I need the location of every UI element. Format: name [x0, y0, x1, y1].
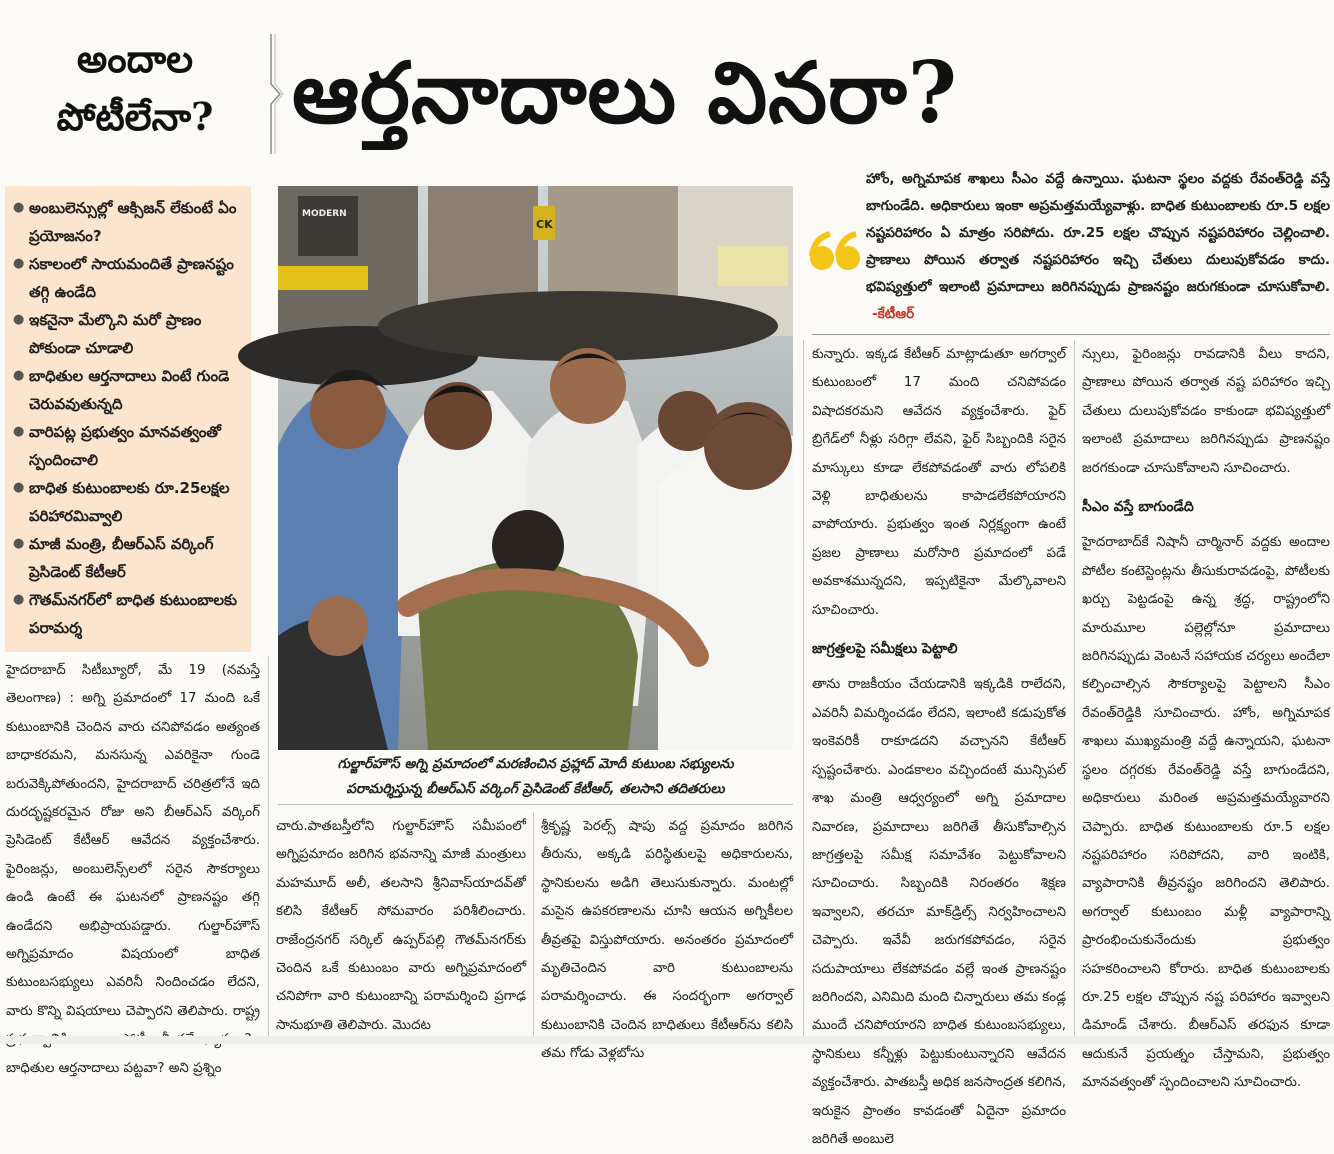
- article-paragraph: తాను రాజకీయం చేయడానికి ఇక్కడికి రాలేదని, ఎవరినీ విమర్శించడం లేదని, ఇలాంటి కడుపుకోత ఇంకెవరికీ రాకూడదని వచ్చానని కేటీఆర్ స్పష్టంచేశారు. ఎండకాలం వచ్చిందంటే మున్సిపల్ శాఖ మంత్రి ఆధ్వర్యంలో అగ్ని ప్రమాదాల నివారణ, ప్రమాదాలు జరిగితే తీసుకోవాల్సిన జాగ్రత్తలపై సమీక్ష సమావేశం పెట్టుకోవాలని సూచించారు. సిబ్బందికి నిరంతరం శిక్షణ ఇవ్వాలని, తరచూ మాక్‌డ్రిల్స్ నిర్వహించాలని చెప్పారు. ఇవేవీ జరుగకపోవడం, సరైన సదుపాయాలు లేకపోవడం వల్లే ఇంత ప్రాణనష్టం జరిగిందని, ఎనిమిది మంది చిన్నారులు తమ కండ్ల ముందే చనిపోయారని బాధిత కుటుంబసభ్యులు, స్థానికులు కన్నీళ్లు పెట్టుకుంటున్నారని ఆవేదన వ్యక్తంచేశారు. పాతబస్తీ అధిక జనసాంద్రత కలిగిన, ఇరుకైన ప్రాంతం కావడంతో ఏదైనా ప్రమాదం జరిగితే అంబులె: [812, 677, 1066, 1147]
- article-column-1: [6, 657, 260, 1076]
- bullet-icon: ●: [13, 312, 25, 327]
- bullet-icon: ●: [13, 536, 25, 551]
- caption-line-1: గుల్జార్‌హౌస్ అగ్ని ప్రమాదంలో మరణించిన ప్రహ్లాద్ మోదీ కుటుంబ సభ్యులను: [337, 756, 734, 772]
- bullet-icon: ●: [13, 424, 25, 439]
- highlight-item: ● వారిపట్ల ప్రభుత్వం మానవత్వంతో స్పందించాలి: [13, 418, 247, 474]
- subheading: సీఎం వస్తే బాగుండేది: [1082, 499, 1194, 516]
- highlight-item: ● బాధిత కుటుంబాలకు రూ.25లక్షల పరిహారమివ్వాలి: [13, 474, 247, 530]
- quote-mark-icon: [806, 230, 866, 280]
- article-paragraph: శ్రీకృష్ణ పెరల్స్ షాపు వద్ద ప్రమాదం జరిగిన తీరును, అక్కడి పరిస్థితులపై అధికారులను, స్థానికులను అడిగి తెలుసుకున్నారు. మంటల్లో మసైన ఉపకరణాలను చూసి ఆయన అగ్నికీలల తీవ్రతపై విస్తుపోయారు. అనంతరం ప్రమాదంలో మృతిచెందిన వారి కుటుంబాలను పరామర్శించారు. ఈ సందర్భంగా అగర్వాల్ కుటుంబానికి చెందిన బాధితులు కేటీఆర్‌ను కలిసి తమ గోడు వెళ్లబోసు: [541, 819, 793, 1062]
- sign-text: MODERN: [302, 209, 347, 219]
- bullet-icon: ●: [13, 256, 25, 271]
- caption-line-2: పరామర్శిస్తున్న బీఆర్ఎస్ వర్కింగ్ ప్రెసిడెంట్ కేటీఆర్, తలసాని తదితరులు: [346, 781, 725, 797]
- divider: [268, 656, 269, 1036]
- bullet-icon: ●: [13, 368, 25, 383]
- article-paragraph: కున్నారు. ఇక్కడ కేటీఆర్ మాట్లాడుతూ అగర్వాల్ కుటుంబంలో 17 మంది చనిపోవడం విషాదకరమని ఆవేదన వ్యక్తంచేశారు. ఫైర్ బ్రిగేడ్‌లో నీళ్లు సరిగ్గా లేవని, ఫైర్ సిబ్బందికి సరైన మాస్కులు కూడా లేకపోవడంతో వారు లోపలికి వెళ్లి బాధితులను కాపాడలేకపోయారని వాపోయారు. ప్రభుత్వం ఇంత నిర్లక్ష్యంగా ఉంటే ప్రజల ప్రాణాలు మరోసారి ప్రమాదంలో పడే అవకాశమున్నదని, ఇప్పటికైనా మేల్కొవాలని సూచించారు.: [812, 347, 1066, 618]
- pull-quote-text: హోం, అగ్నిమాపక శాఖలు సీఎం వద్దే ఉన్నాయి. ఘటనా స్థలం వద్దకు రేవంత్‌రెడ్డి వస్తే బాగుండేది. అధికారులు ఇంకా అప్రమత్తమయ్యేవాళ్లు. బాధిత కుటుంబాలకు రూ.5 లక్షల నష్టపరిహారం ఏ మాత్రం సరిపోదు. రూ.25 లక్షల చొప్పున నష్టపరిహారం చెల్లించాలి. ప్రాణాలు పోయిన తర్వాత నష్టపరిహారం ఇచ్చి చేతులు దులుపుకోవడం కాదు. భవిష్యత్తులో ఇలాంటి ప్రమాదాలు జరిగినప్పుడు ప్రాణనష్టం జరుగకుండా చూసుకోవాలి.: [866, 171, 1330, 295]
- article-column-2: [276, 813, 526, 1037]
- article-paragraph: హైదరాబాద్ సిటీబ్యూరో, మే 19 (నమస్తే తెలంగాణ) : అగ్ని ప్రమాదంలో 17 మంది ఒకే కుటుంబానికి చెందిన వారు చనిపోవడం అత్యంత బాధాకరమని, మనసున్న ఎవరికైనా గుండె బరువెక్కిపోతుందని, హైదరాబాద్ చరిత్రలోనే ఇది దురదృష్టకరమైన రోజు అని బీఆర్ఎస్ వర్కింగ్ ప్రెసిడెంట్ కేటీఆర్ ఆవేదన వ్యక్తంచేశారు. ఫైరింజన్లు, అంబులెన్స్‌లలో సరైన సౌకర్యాలు ఉండి ఉంటే ఈ ఘటనలో ప్రాణనష్టం తగ్గి ఉండేదని అభిప్రాయపడ్డారు. గుల్జార్‌హౌస్ అగ్నిప్రమాదం విషయంలో బాధిత కుటుంబసభ్యులు ఎవరినీ నిందించడం లేదని, వారు కొన్ని విషయాలు చెప్పారని తెలిపారు. రాష్ట్ర బాధితుల ఆర్తనాదాలు పట్టవా? అని ప్రశ్నిం: [6, 663, 260, 1076]
- highlight-item: ● ఇకనైనా మేల్కొని మరో ప్రాణం పోకుండా చూడాలి: [13, 306, 247, 362]
- subheading: జాగ్రత్తలపై సమీక్షలు పెట్టాలి: [812, 641, 958, 658]
- page-bottom-strip: [0, 1036, 1334, 1044]
- highlight-item: ● మాజీ మంత్రి, బీఆర్ఎస్ వర్కింగ్ ప్రెసిడెంట్ కేటీఆర్: [13, 530, 247, 586]
- pull-quote-attribution: -కేటీఆర్: [872, 306, 915, 322]
- highlight-item: ● అంబులెన్సుల్లో ఆక్సిజన్ లేకుంటే ఏం ప్రయోజనం?: [13, 194, 247, 250]
- kicker-line-1: అందాల: [76, 36, 194, 81]
- article-paragraph: న్సులు, ఫైరింజన్లు రావడానికి వీలు కాదని, ప్రాణాలు పోయిన తర్వాత నష్ట పరిహారం ఇచ్చి చేతులు దులుపుకోవడం కాకుండా భవిష్యత్తులో ఇలాంటి ప్రమాదాలు జరిగినప్పుడు ప్రాణనష్టం జరగకుండా చూసుకోవాలని సూచించారు.: [1082, 347, 1330, 476]
- pull-quote: [866, 166, 1330, 326]
- kicker-line-2: పోటీలేనా?: [56, 94, 214, 139]
- bullet-icon: ●: [13, 480, 25, 495]
- highlight-item: ● బాధితుల ఆర్తనాదాలు వింటే గుండె చెరువవుతున్నది: [13, 362, 247, 418]
- divider: [812, 334, 1330, 335]
- photo-caption: [278, 752, 793, 805]
- divider: [803, 340, 804, 1036]
- crowd-photo-icon: [278, 186, 793, 750]
- article-column-3: [541, 813, 793, 1062]
- divider: [1074, 340, 1075, 1036]
- kicker-divider-icon: [268, 34, 284, 154]
- news-photo: [278, 186, 793, 750]
- sign-text: CK: [536, 218, 553, 231]
- divider: [533, 812, 534, 1036]
- highlight-item: ● గౌతమ్‌నగర్‌లో బాధిత కుటుంబాలకు పరామర్శ: [13, 586, 247, 642]
- article-column-4: [812, 341, 1066, 1147]
- kicker: [4, 30, 266, 160]
- highlight-item: ● సకాలంలో సాయమందితే ప్రాణనష్టం తగ్గి ఉండేది: [13, 250, 247, 306]
- bullet-icon: ●: [13, 592, 25, 607]
- article-paragraph: హైదరాబాద్‌కే నిషానీ చార్మినార్ వద్దకు అందాల పోటీల కంటెస్టెంట్లను తీసుకురావడంపై, పోటీలకు ఖర్చు పెట్టడంపై ఉన్న శ్రద్ధ, రాష్ట్రంలోని మారుమూల పల్లెల్లోనూ ప్రమాదాలు జరిగినప్పుడు వెంటనే సహాయక చర్యలు అందేలా కల్పించాల్సిన సౌకర్యాలపై పెట్టాలని సీఎం రేవంత్‌రెడ్డికి సూచించారు. హోం, అగ్నిమాపక శాఖలు ముఖ్యమంత్రి వద్దే ఉన్నాయని, ఘటనా స్థలం దగ్గరకు రేవంత్‌రెడ్డి వస్తే బాగుండేదని, అధికారులు మరింత అప్రమత్తమయ్యేవారని చెప్పారు. బాధిత కుటుంబాలకు రూ.5 లక్షల నష్టపరిహారం సరిపోదని, వారి ఇంటికి, వ్యాపారానికి తీవ్రనష్టం జరిగిందని తెలిపారు. అగర్వాల్ కుటుంబం మళ్లీ వ్యాపారాన్ని ప్రారంభించుకునేందుకు ప్రభుత్వం సహకరించాలని కోరారు. బాధిత కుటుంబాలకు రూ.25 లక్షల చొప్పున నష్ట పరిహారం ఇవ్వాలని డిమాండ్ చేశారు. బీఆర్ఎస్ తరఫున కూడా ఆదుకునే ప్రయత్నం చేస్తామని, ప్రభుత్వం మానవత్వంతో స్పందించాలని సూచించారు.: [1082, 535, 1330, 1091]
- headline: ఆర్తనాదాలు వినరా?: [292, 43, 958, 142]
- highlights-box: [5, 186, 251, 652]
- bullet-icon: ●: [13, 200, 25, 215]
- article-column-5: [1082, 341, 1330, 1091]
- article-paragraph: చారు.పాతబస్తీలోని గుల్జార్‌హౌస్ సమీపంలో అగ్నిప్రమాదం జరిగిన భవనాన్ని మాజీ మంత్రులు మహమూద్ అలీ, తలసాని శ్రీనివాస్‌యాదవ్‌తో కలిసి కేటీఆర్ సోమవారం పరిశీలించారు. రాజేంద్రనగర్ సర్కిల్ ఉప్పర్‌పల్లి గౌతమ్‌నగర్‌కు చెందిన ఒకే కుటుంబం వారు అగ్నిప్రమాదంలో చనిపోగా వారి కుటుంబాన్ని పరామర్శించి ప్రగాఢ సానుభూతి తెలిపారు. మొదట: [276, 819, 526, 1033]
